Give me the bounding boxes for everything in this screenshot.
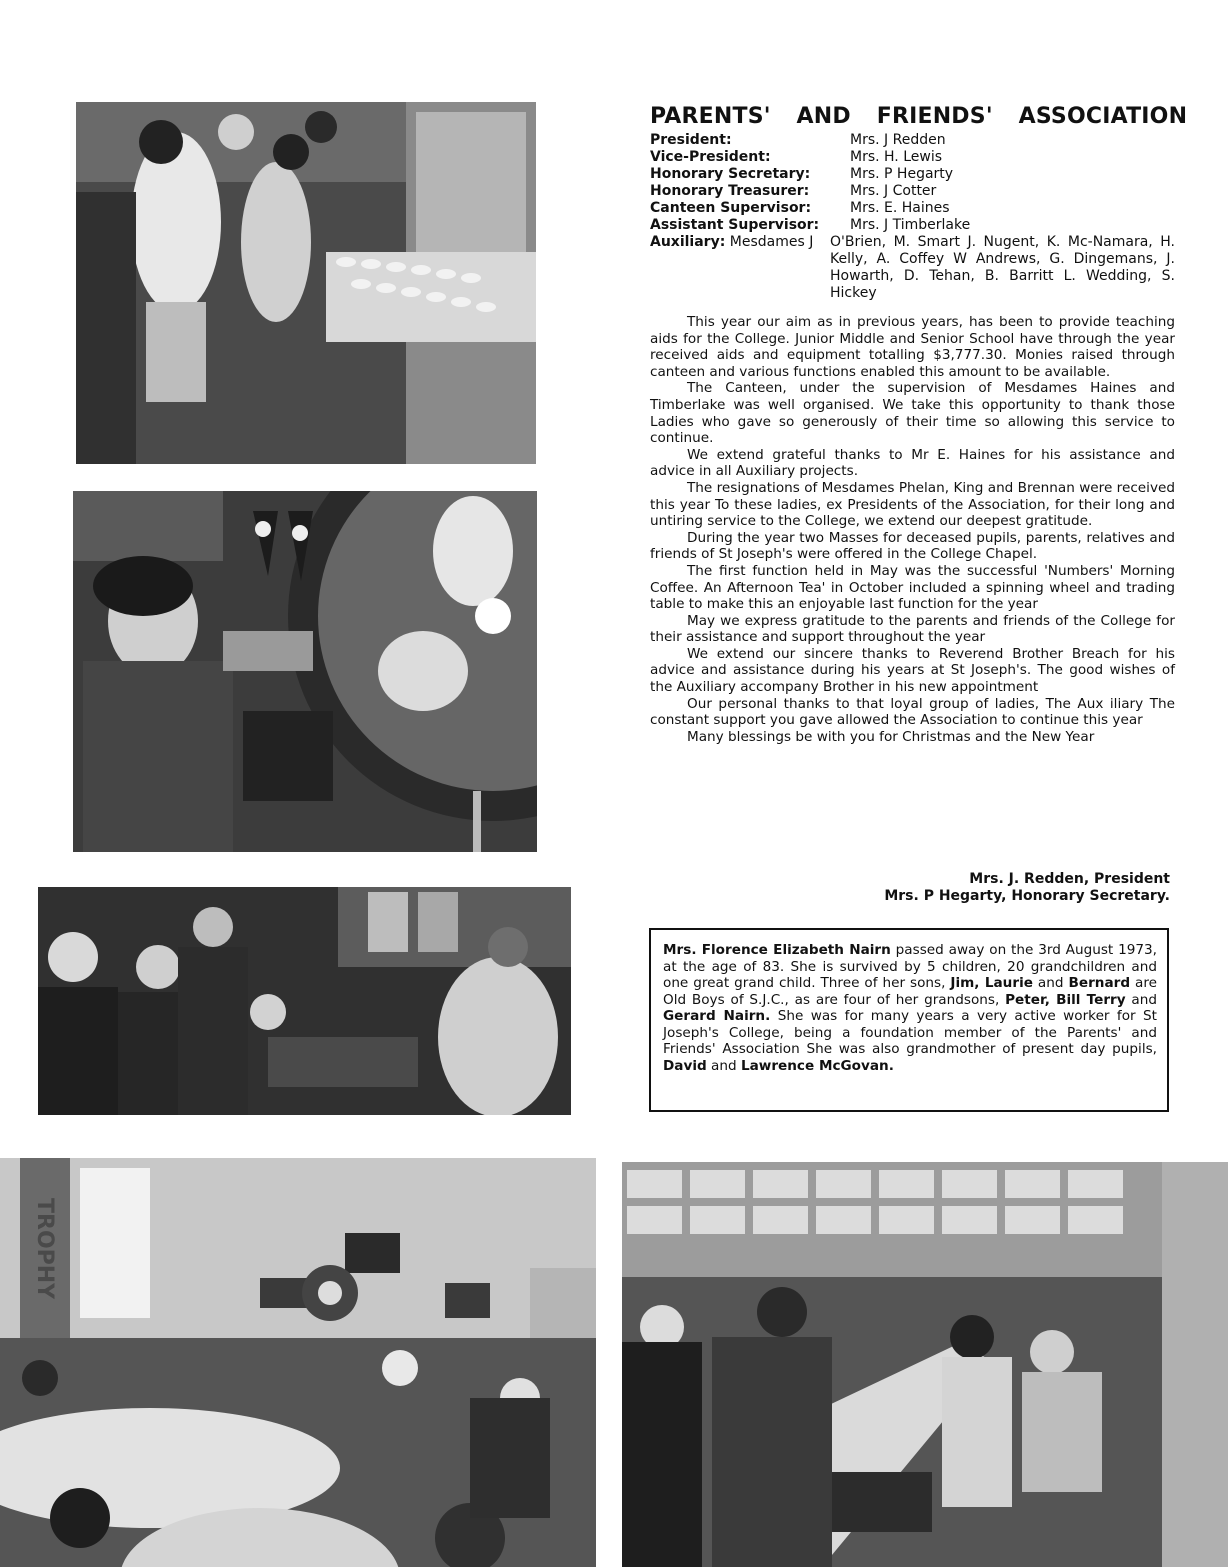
officer-name: Mrs. E. Haines <box>850 200 950 216</box>
obituary-sons: Jim, Laurie <box>950 975 1033 991</box>
officer-role: Canteen Supervisor: <box>650 200 812 216</box>
obituary-pupils: David <box>663 1057 707 1074</box>
officer-name: Mrs. J Timberlake <box>850 217 971 233</box>
article-paragraph: We extend grateful thanks to Mr E. Haines for his assistance and advice in all Auxiliary projects. <box>650 446 1175 480</box>
article-title: PARENTS' AND FRIENDS' ASSOCIATION <box>650 104 1188 129</box>
officer-role: Assistant Supervisor: <box>650 217 820 233</box>
article-paragraph: The resignations of Mesdames Phelan, King and Brennan were received this year To these ladies, ex Presidents of the Association, for their long and untiring service to the College, we extend our deepest gratitude. <box>650 479 1175 530</box>
officer-name: Mrs. P Hegarty <box>850 166 954 182</box>
article-paragraph: The Canteen, under the supervision of Mesdames Haines and Timberlake was well organised. We take this opportunity to thank those Ladies who gave so generously of their time so allowing this service to continue. <box>650 380 1175 447</box>
obituary-pupils: Lawrence McGovan. <box>740 1057 894 1074</box>
obituary-text: are Old Boys of S.J.C., as are four of her grandsons, <box>663 975 1158 1008</box>
obituary-text: and <box>706 1057 741 1074</box>
signature-president: Mrs. J. Redden, President <box>969 871 1170 887</box>
officer-name: Mrs. J Cotter <box>850 183 937 199</box>
article-paragraph: Our personal thanks to that loyal group of ladies, The Aux iliary The constant support you gave allowed the Association to continue this year <box>650 695 1175 729</box>
obituary-grandsons: Peter, Bill Terry <box>1005 991 1126 1008</box>
officer-row-president <box>650 132 1180 149</box>
officer-row-assistant-supervisor <box>650 217 1180 234</box>
photo-hall-afternoon-tea <box>0 1158 596 1567</box>
auxiliary-label <box>650 234 830 302</box>
officer-name: Mrs. H. Lewis <box>850 149 943 165</box>
article-paragraph: The first function held in May was the successful 'Numbers' Morning Coffee. An Afternoon Tea' in October included a spinning wheel and trading table to make this an enjoyable last function for the year <box>650 562 1175 613</box>
obituary-box <box>649 928 1169 1112</box>
article-paragraph: May we express gratitude to the parents and friends of the College for their assistance and support throughout the year <box>650 612 1175 646</box>
officer-role: Honorary Secretary: <box>650 166 811 182</box>
officer-row-vice-president <box>650 149 1180 166</box>
auxiliary-prefix: Mesdames J <box>729 234 814 250</box>
officer-role: Honorary Treasurer: <box>650 183 810 199</box>
article-body <box>650 314 1175 745</box>
auxiliary-names: O'Brien, M. Smart J. Nugent, K. Mc-Namara, H. Kelly, A. Coffey W Andrews, G. Dingemans, J. Howarth, D. Tehan, B. Barritt L. Wedding, S. Hickey <box>830 234 1175 301</box>
officer-list <box>650 132 1180 302</box>
auxiliary-row <box>650 234 1180 302</box>
obituary-name: Mrs. Florence Elizabeth Nairn <box>663 942 891 958</box>
photo-canteen-kitchen <box>76 102 536 464</box>
obituary-grandsons: Gerard Nairn. <box>663 1008 771 1024</box>
obituary-sons: Bernard <box>1068 975 1131 991</box>
officer-name: Mrs. J Redden <box>850 132 946 148</box>
article-paragraph: This year our aim as in previous years, has been to provide teaching aids for the College. Junior Middle and Senior School have through the year received aids and equipment totalling $3,777.30. Monies raised through canteen and various functions enabled this amount to be available. <box>650 314 1175 380</box>
obituary-text: and <box>1032 975 1069 991</box>
officer-row-canteen-supervisor <box>650 200 1180 217</box>
officer-role: President: <box>650 132 732 148</box>
officer-row-secretary <box>650 166 1180 183</box>
obituary-text: She was for many years a very active worker for St Joseph's College, being a foundation member of the Parents' and Friends' Association She was also grandmother of present day pupils, <box>663 1008 1157 1057</box>
obituary-text: and <box>1125 991 1157 1008</box>
signature-secretary: Mrs. P Hegarty, Honorary Secretary. <box>884 888 1170 904</box>
trophy-banner: TROPHY <box>32 1198 57 1300</box>
officer-row-treasurer <box>650 183 1180 200</box>
auxiliary-title: Auxiliary: <box>650 234 726 250</box>
article-paragraph: We extend our sincere thanks to Reverend Brother Breach for his advice and assistance during his years at St Joseph's. The good wishes of the Auxiliary accompany Brother in his new appointment <box>650 645 1175 696</box>
officer-role: Vice-President: <box>650 149 771 165</box>
photo-boys-queue <box>38 887 571 1115</box>
article-paragraph: Many blessings be with you for Christmas and the New Year <box>687 728 1095 745</box>
photo-spinning-wheel <box>73 491 537 852</box>
article-paragraph: During the year two Masses for deceased pupils, parents, relatives and friends of St Joseph's were offered in the College Chapel. <box>650 529 1175 563</box>
photo-trading-table <box>622 1162 1228 1567</box>
obituary-text: passed away on the 3rd August 1973, at the age of 83. She is survived by 5 children, 20 grandchildren and one great grand child. Three of her sons, <box>663 942 1157 991</box>
